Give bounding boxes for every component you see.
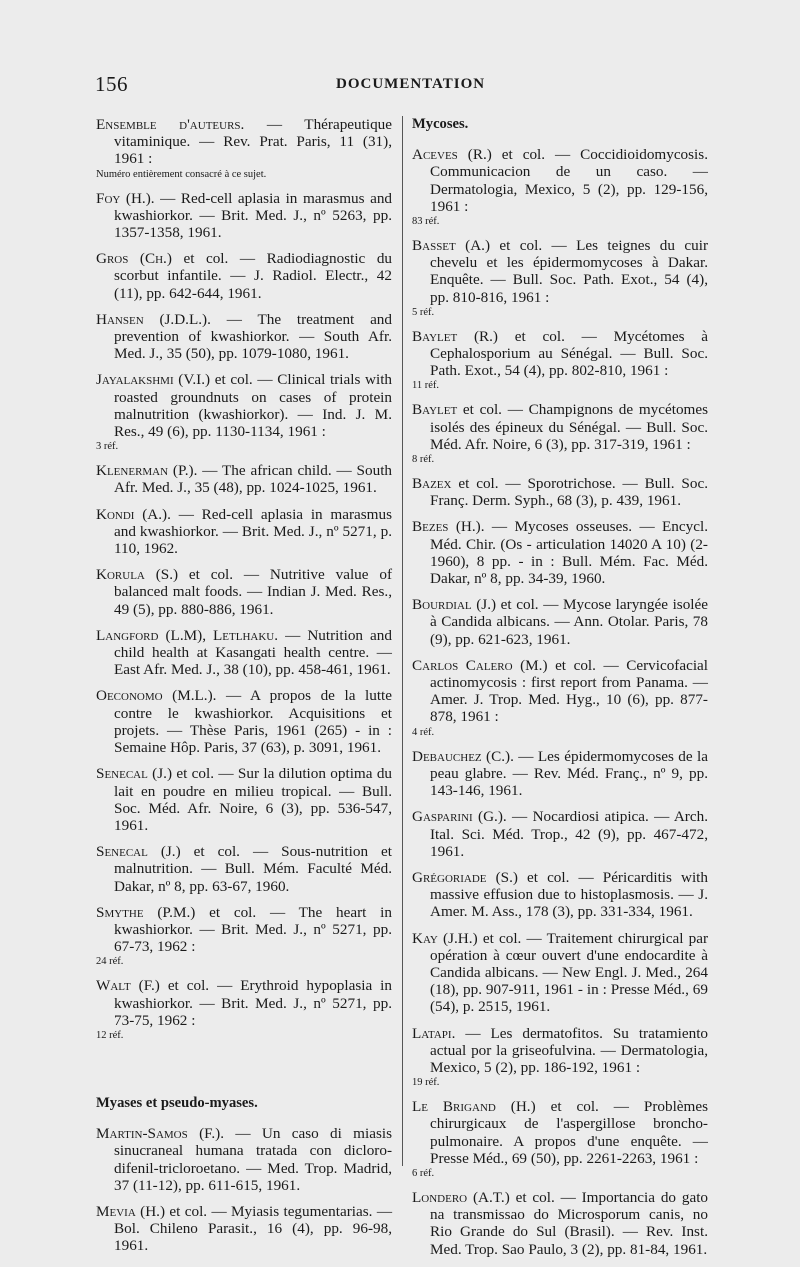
entry-citation: et col. — Sporotrichose. — Bull. Soc. Franç. Derm. Syph., 68 (3), p. 439, 1961. <box>430 475 709 510</box>
entry-note: Numéro entièrement consacré à ce sujet. <box>96 168 267 180</box>
entry-citation: — Nocardiosi atipica. — Arch. Ital. Sci. Méd. Trop., 42 (9), pp. 467-472, 1961. <box>430 808 708 860</box>
bibliography-entry <box>96 1203 392 1255</box>
right-column <box>412 116 708 1267</box>
entry-author: Hansen (J.D.L.). <box>96 310 211 328</box>
bibliography-entry <box>96 843 392 895</box>
entry-author: Jayalakshmi (V.I.) <box>96 371 211 389</box>
entry-author: Le Brigand (H.) <box>412 1098 536 1116</box>
bibliography-entry <box>96 904 392 969</box>
bibliography-entry <box>412 146 708 228</box>
entry-citation: et col. — Nutritive value of balanced malt foods. — Indian J. Med. Res., 49 (5), pp. 880-886, 1961. <box>114 566 392 618</box>
bibliography-entry <box>96 116 392 181</box>
bibliography-entry <box>412 1189 708 1258</box>
entry-note: 8 réf. <box>412 454 435 466</box>
entry-author: Baylet (R.) <box>412 327 498 345</box>
entry-citation: et col. — Importancia do gato na transmissao do Microsporum canis, no Rio Grande do Sul (Brasil). — Rev. Inst. Med. Trop. Sao Paulo, 3 (2), pp. 81-84, 1961. <box>430 1188 709 1258</box>
entry-author: Ensemble d'auteurs. <box>96 116 245 133</box>
entry-author: Kondi (A.). <box>96 505 171 523</box>
bibliography-entry <box>412 1098 708 1180</box>
entry-citation: et col. — Problèmes chirurgicaux de l'aspergillose broncho-pulmonaire. A propos d'une enquête. — Presse Méd., 69 (50), pp. 2261-2263, 1961 : <box>430 1098 708 1167</box>
entry-citation: — The treatment and prevention of kwashiorkor. — South Afr. Med. J., 35 (50), pp. 1079-1080, 1961. <box>114 310 392 363</box>
entry-author: Bezes (H.). <box>412 518 485 536</box>
entry-citation: — Un caso di miasis sinucraneal humana tratada con dicloro-difenil-tricloroetano. — Med. Trop. Madrid, 37 (11-12), pp. 611-615, 1961. <box>114 1125 392 1194</box>
entry-citation: et col. — Mycétomes à Cephalosporium au Sénégal. — Bull. Soc. Path. Exot., 54 (4), pp. 802-810, 1961 : <box>430 327 708 380</box>
left-entries <box>96 116 392 1042</box>
entry-author: Martin-Samos (F.). <box>96 1125 225 1143</box>
bibliography-entry <box>96 371 392 453</box>
entry-author: Gros (Ch.) <box>96 250 172 268</box>
section-title-myases: Myases et pseudo-myases. <box>96 1094 258 1111</box>
entry-author: Klenerman (P.). <box>96 462 198 480</box>
entry-note: 4 réf. <box>412 726 435 738</box>
entry-citation: et col. — Sous-nutrition et malnutrition. — Bull. Mém. Faculté Méd. Dakar, nº 8, pp. 63-67, 1960. <box>114 843 393 895</box>
bibliography-entry <box>96 190 392 242</box>
entry-note: 19 réf. <box>412 1077 440 1089</box>
bibliography-entry <box>96 1125 392 1194</box>
left-column <box>96 116 392 1264</box>
bibliography-entry <box>412 237 708 319</box>
entry-author: Bazex <box>412 475 452 493</box>
entry-author: Kay (J.H.) <box>412 929 478 947</box>
entry-author: Walt (F.) <box>96 977 160 995</box>
entry-author: Langford (L.M), Letlhaku. <box>96 626 279 644</box>
entry-author: Basset (A.) <box>412 237 491 255</box>
entry-note: 12 réf. <box>96 1029 124 1041</box>
entry-citation: et col. — Traitement chirurgical par opération à cœur ouvert d'une endocardite à Candida albicans. — New Engl. J. Med., 264 (18), pp. 907-911, 1961 - in : Presse Méd., 69 (54), p. 2515, 1961. <box>430 929 708 1016</box>
bibliography-entry <box>412 401 708 466</box>
entry-citation: et col. — Cervicofacial actinomycosis : first report from Panama. — Amer. J. Trop. Med. Hyg., 10 (6), pp. 877-878, 1961 : <box>430 656 709 726</box>
entry-author: Senecal (J.) <box>96 765 173 783</box>
bibliography-entry <box>96 506 392 558</box>
entry-author: Latapi. <box>412 1024 456 1042</box>
bibliography-entry <box>96 566 392 618</box>
column-divider <box>402 116 403 1166</box>
entry-citation: — Les épidermomycoses de la peau glabre. — Rev. Méd. Franç., nº 9, pp. 143-146, 1961. <box>430 747 708 800</box>
entry-citation: et col. — Mycose laryngée isolée à Candida albicans. — Ann. Otolar. Paris, 78 (9), pp. 621-623, 1961. <box>430 596 708 648</box>
myases-entries <box>96 1125 392 1254</box>
entry-citation: et col. — Myiasis tegumentarias. — Bol. Chileno Parasit., 16 (4), pp. 96-98, 1961. <box>114 1202 393 1255</box>
entry-author: Smythe (P.M.) <box>96 903 196 921</box>
entry-note: 24 réf. <box>96 956 124 968</box>
bibliography-entry <box>412 1025 708 1090</box>
entry-author: Mevia (H.) <box>96 1202 166 1220</box>
bibliography-entry <box>412 869 708 921</box>
entry-citation: et col. — Clinical trials with roasted groundnuts on cases of protein malnutrition (kwashiorkor). — Ind. J. M. Res., 49 (6), pp. 1130-1134, 1961 : <box>114 371 393 441</box>
bibliography-entry <box>96 462 392 496</box>
entry-author: Gasparini (G.). <box>412 808 507 826</box>
bibliography-entry <box>96 687 392 756</box>
entry-citation: et col. — Radiodiagnostic du scorbut infantile. — J. Radiol. Electr., 42 (11), pp. 642-644, 1961. <box>114 250 393 302</box>
entry-note: 83 réf. <box>412 216 440 228</box>
bibliography-entry <box>412 808 708 860</box>
entry-citation: et col. — The heart in kwashiorkor. — Brit. Med. J., nº 5271, pp. 67-73, 1962 : <box>114 903 392 956</box>
mycoses-entries <box>412 146 708 1258</box>
entry-author: Debauchez (C.). <box>412 747 514 765</box>
entry-author: Aceves (R.) <box>412 146 492 164</box>
entry-author: Bourdial (J.) <box>412 596 497 614</box>
entry-citation: — A propos de la lutte contre le kwashiorkor. Acquisitions et projets. — Thèse Paris, 1961 (265) - in : Semaine Hôp. Paris, 37 (63), p. 3091, 1961. <box>114 687 392 757</box>
entry-citation: — Red-cell aplasia in marasmus and kwashiorkor. — Brit. Med. J., nº 5263, pp. 1357-1358, 1961. <box>114 189 393 242</box>
bibliography-entry <box>412 930 708 1016</box>
bibliography-entry <box>96 765 392 834</box>
bibliography-entry <box>96 977 392 1042</box>
entry-author: Baylet <box>412 401 458 419</box>
entry-citation: — The african child. — South Afr. Med. J., 35 (48), pp. 1024-1025, 1961. <box>114 462 393 497</box>
entry-citation: et col. — Péricarditis with massive effusion due to histoplasmosis. — J. Amer. M. Ass., 178 (3), pp. 331-334, 1961. <box>430 868 708 921</box>
entry-citation: — Nutrition and child health at Kasangati health centre. — East Afr. Med. J., 38 (10), pp. 458-461, 1961. <box>114 626 392 679</box>
entry-note: 11 réf. <box>412 380 440 392</box>
bibliography-entry <box>412 518 708 587</box>
entry-citation: et col. — Sur la dilution optima du lait en poudre en milieu tropical. — Bull. Soc. Méd. Afr. Noire, 6 (3), pp. 536-547, 1961. <box>114 765 393 834</box>
bibliography-entry <box>96 627 392 679</box>
entry-author: Londero (A.T.) <box>412 1188 510 1206</box>
entry-author: Oeconomo (M.L.). <box>96 687 217 705</box>
entry-citation: — Red-cell aplasia in marasmus and kwashiorkor. — Brit. Med. J., nº 5271, p. 110, 1962. <box>114 505 392 558</box>
entry-citation: et col. — Les teignes du cuir chevelu et les épidermomycoses à Dakar. Enquête. — Bull. Soc. Path. Exot., 54 (4), pp. 810-816, 1961 : <box>430 237 708 306</box>
entry-citation: — Thérapeutique vitaminique. — Rev. Prat. Paris, 11 (31), 1961 : <box>114 116 392 168</box>
bibliography-entry <box>412 328 708 393</box>
entry-author: Korula (S.) <box>96 566 179 584</box>
entry-note: 3 réf. <box>96 441 119 453</box>
entry-author: Carlos Calero (M.) <box>412 656 548 674</box>
bibliography-entry <box>412 596 708 648</box>
bibliography-entry <box>412 748 708 800</box>
entry-citation: et col. — Erythroid hypoplasia in kwashiorkor. — Brit. Med. J., nº 5271, pp. 73-75, 1962 : <box>114 977 392 1029</box>
entry-author: Foy (H.). <box>96 189 155 207</box>
entry-citation: et col. — Coccidioidomycosis. Communicacion de un caso. — Dermatologia, Mexico, 5 (2), pp. 129-156, 1961 : <box>430 146 708 215</box>
page-number: 156 <box>95 72 128 96</box>
bibliography-entry <box>412 475 708 509</box>
bibliography-entry <box>96 250 392 302</box>
entry-citation: et col. — Champignons de mycétomes isolés des épineux du Sénégal. — Bull. Soc. Méd. Afr. Noire, 6 (3), pp. 317-319, 1961 : <box>430 401 708 453</box>
section-title-mycoses: Mycoses. <box>412 116 469 132</box>
entry-note: 6 réf. <box>412 1167 435 1179</box>
entry-note: 5 réf. <box>412 306 435 318</box>
running-title: DOCUMENTATION <box>336 76 486 92</box>
entry-author: Grégoriade (S.) <box>412 868 518 886</box>
entry-citation: — Mycoses osseuses. — Encycl. Méd. Chir. (Os - articulation 14020 A 10) (2-1960), 8 pp. - in : Bull. Mém. Fac. Méd. Dakar, nº 8, pp. 34-39, 1960. <box>430 518 708 588</box>
entry-citation: — Les dermatofitos. Su tratamiento actual por la griseofulvina. — Dermatologia, Mexico, 5 (2), pp. 186-192, 1961 : <box>430 1024 709 1076</box>
entry-author: Senecal (J.) <box>96 843 181 861</box>
bibliography-entry <box>96 311 392 363</box>
bibliography-entry <box>412 657 708 739</box>
